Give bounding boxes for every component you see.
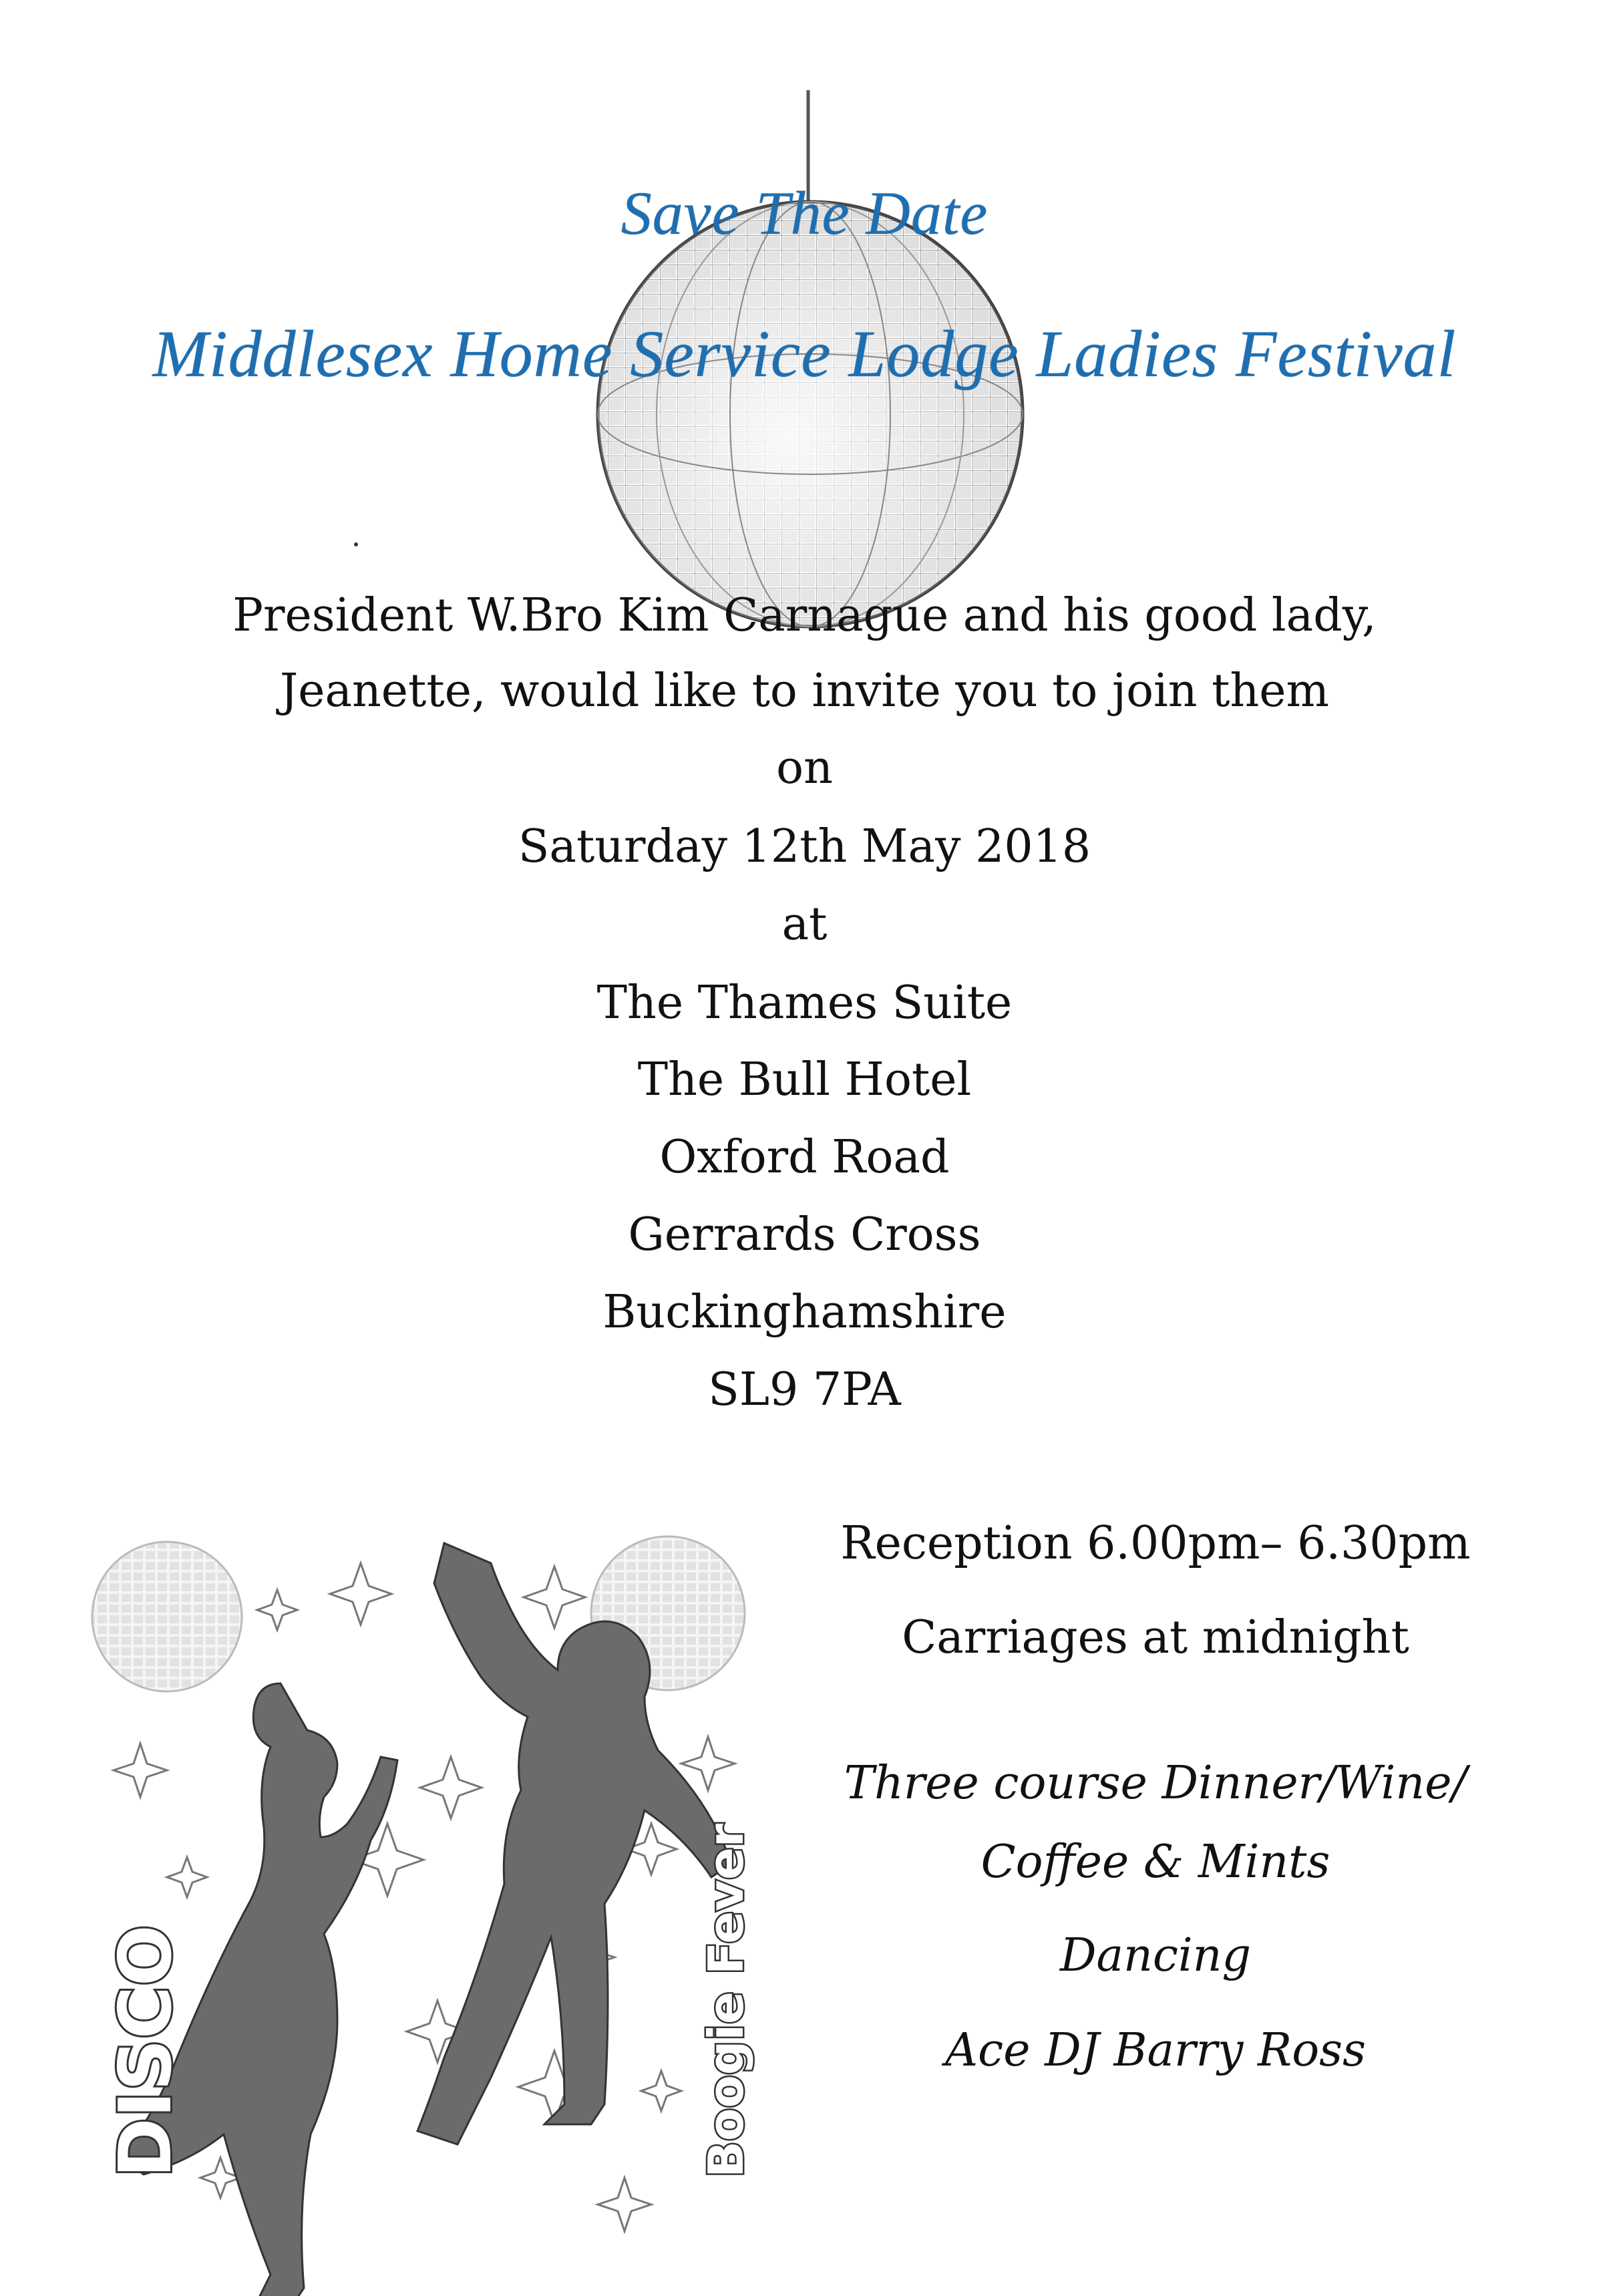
small-disco-ball-left (92, 1542, 242, 1691)
dj-text: Ace DJ Barry Ross (945, 2024, 1366, 2077)
boogie-fever-vertical-label: Boogie Fever (698, 1823, 754, 2178)
disco-vertical-label: DISCO (104, 1925, 188, 2178)
invitation-on: on (776, 742, 833, 794)
dancing-text: Dancing (1059, 1929, 1251, 1982)
venue-hotel: The Bull Hotel (637, 1053, 972, 1106)
venue-town: Gerrards Cross (628, 1208, 981, 1261)
venue-road: Oxford Road (659, 1131, 950, 1184)
event-title-heading: Middlesex Home Service Lodge Ladies Festival (152, 317, 1457, 391)
reception-time: Reception 6.00pm– 6.30pm (840, 1517, 1471, 1570)
invitation-line-1: President W.Bro Kim Carnague and his good lady, (232, 589, 1377, 642)
venue-suite: The Thames Suite (596, 977, 1013, 1029)
dinner-line-1: Three course Dinner/Wine/ (844, 1757, 1467, 1810)
invitation-at: at (781, 898, 828, 951)
invitation-line-2: Jeanette, would like to invite you to join them (279, 665, 1330, 717)
event-date: Saturday 12th May 2018 (518, 820, 1091, 873)
dinner-line-2: Coffee & Mints (980, 1836, 1330, 1889)
save-the-date-heading: Save The Date (620, 179, 989, 247)
venue-postcode: SL9 7PA (708, 1363, 901, 1416)
carriages-time: Carriages at midnight (902, 1611, 1409, 1664)
venue-county: Buckinghamshire (602, 1286, 1007, 1339)
